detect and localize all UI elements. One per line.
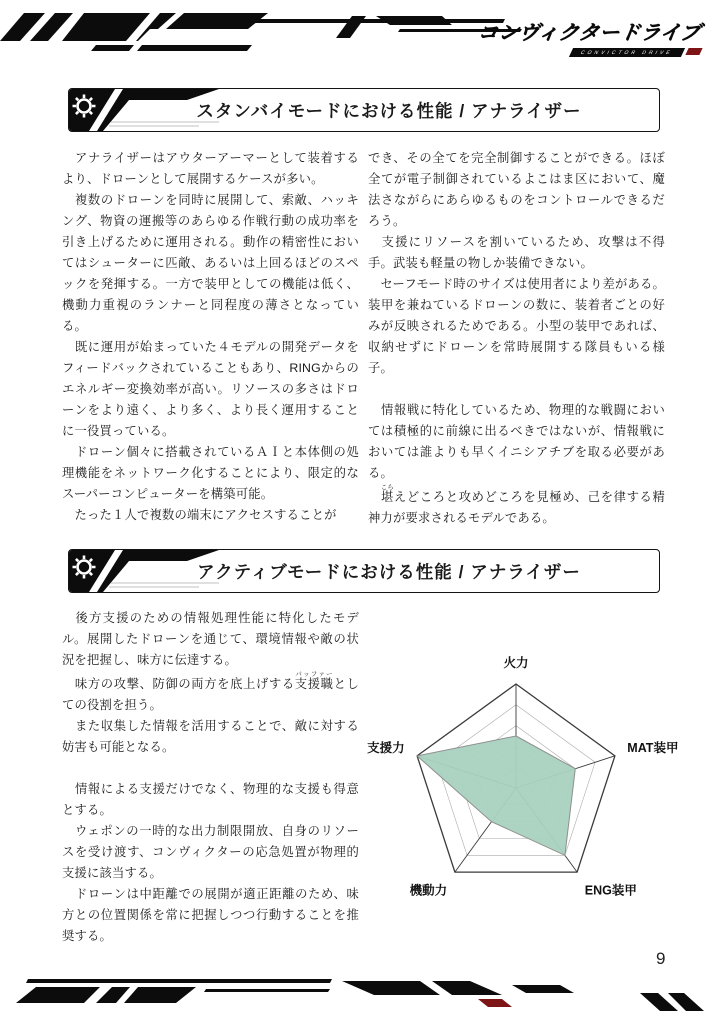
paragraph: 味方の攻撃、防御の両方を底上げする支援職バッファーとしての役割を担う。 (62, 671, 359, 712)
paragraph: アナライザーはアウターアーマーとして装着するより、ドローンとして展開するケースが多い。 (62, 151, 359, 186)
bottom-decoration-band (0, 969, 725, 1024)
active-text-column-left (62, 608, 359, 947)
page-number: 9 (656, 949, 666, 968)
radar-shape (417, 736, 575, 855)
section-header-standby (68, 88, 660, 132)
stat-radar-chart-area (348, 650, 718, 940)
brand-logo-block (478, 16, 701, 58)
radar-axis-label: 支援力 (367, 740, 405, 755)
brand-logo: コンヴィクタードライブ (476, 22, 703, 44)
section-header-active (68, 549, 660, 593)
top-decoration-band (0, 0, 725, 70)
paragraph: セーフモード時のサイズは使用者により差がある。装甲を兼ねているドローンの数に、装着者ごとの好みが反映されるためである。小型の装甲であれば、収納せずにドローンを常時展開する隊員もいる様子。 (368, 277, 665, 375)
radar-axis-label: 機動力 (409, 883, 448, 898)
paragraph: 既に運用が始まっていた４モデルの開発データをフィードバックされていることもあり、RINGからのエネルギー変換効率が高い。リソースの多さはドローンをより遠く、より多く、より長く運用することに一役買っている。 (62, 340, 359, 438)
brand-accent-mark (685, 48, 702, 55)
brand-subtitle-row (478, 48, 701, 58)
paragraph: 後方支援のための情報処理性能に特化したモデル。展開したドローンを通じて、環境情報や敵の状況を把握し、味方に伝達する。 (62, 611, 359, 667)
radar-chart (348, 650, 718, 940)
standby-text-column-right (368, 148, 665, 529)
paragraph: また収集した情報を活用することで、敵に対する妨害も可能となる。 (62, 719, 359, 754)
paragraph: 情報戦に特化しているため、物理的な戦闘においては積極的に前線に出るべきではないが、情報戦においては誰よりも早くイニシアチブを取る必要がある。 (368, 403, 665, 480)
footer-accent-mark (478, 999, 512, 1007)
section-title-standby: スタンバイモードにおける性能 / アナライザー (196, 100, 582, 121)
paragraph: たった１人で複数の端末にアクセスすることが (62, 508, 337, 522)
paragraph: 情報による支援だけでなく、物理的な支援も得意とする。 (62, 782, 359, 817)
radar-axis-label: ENG装甲 (584, 883, 637, 898)
paragraph: ドローン個々に搭載されているＡＩと本体側の処理機能をネットワーク化することにより、限定的なスーパーコンピューターを構築可能。 (62, 445, 359, 501)
paragraph: ドローンは中距離での展開が適正距離のため、味方との位置関係を常に把握しつつ行動することを推奨する。 (62, 887, 359, 943)
brand-subtitle: CONVICTOR DRIVE (569, 48, 685, 57)
standby-text-column-left (62, 148, 359, 526)
section-title-active: アクティブモードにおける性能 / アナライザー (197, 561, 581, 582)
paragraph: 複数のドローンを同時に展開して、索敵、ハッキング、物資の運搬等のあらゆる作戦行動の成功率を引き上げるために運用される。動作の精密性においてはシューターに匹敵、あるいは上回るほどのスペックを発揮する。一方で装甲としての機能は低く、機動力重視のランナーと同程度の薄さとなっている。 (62, 193, 359, 333)
paragraph: でき、その全てを完全制御することができる。ほぼ全てが電子制御されているよこはま区において、魔法さながらにあらゆるものをコントロールできるだろう。 (368, 151, 665, 228)
paragraph: 支援にリソースを割いているため、攻撃は不得手。武装も軽量の物しか装備できない。 (368, 235, 665, 270)
bottom-decoration-shapes (0, 969, 725, 1024)
paragraph: ウェポンの一時的な出力制限開放、自身のリソースを受け渡す、コンヴィクターの応急処置が物理的支援に該当する。 (62, 824, 359, 880)
radar-axis-label: 火力 (503, 656, 529, 670)
radar-axis-label: MAT装甲 (627, 740, 679, 755)
paragraph: 堪こらえどころと攻めどころを見極め、己を律する精神力が要求されるモデルである。 (368, 484, 666, 525)
